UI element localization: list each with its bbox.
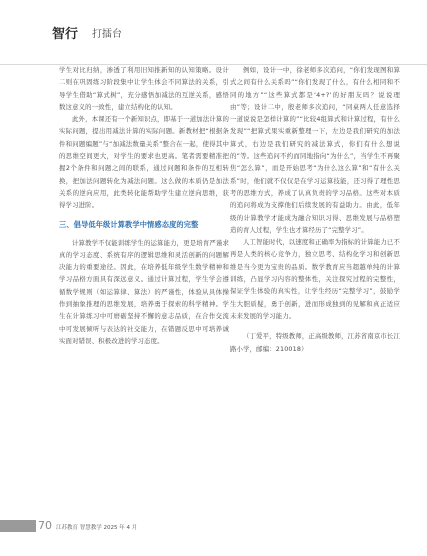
body-paragraph: 学生对比归纳，渗透了利用旧知推新知的认知策略。设计二则在巩固练习阶段集中让学生体会不同算法的关系，引导学生借助“算式树”，充分感悟加减法的互逆关系，感悟数这意义的一致性，建立结构化的认知。 [59,66,229,111]
body-paragraph: 此外，本课还有一个新知识点，即基于一道加法计算的实际问题，提出用减法计算的实际问题。新教材把“根据条件和问题编题”与“加减法数量关系”整合在一起，使得其中的思维空间更大，对学生的要求也更高。笔者需要精准把握2个条件和问题之间的联系，通过问题和条件的互相转换，把加法问题转化为减法问题。这么做的本质仍是加法关系的逆向应用，此类转化能帮助学生建立逆向思维，获得学习进阶。 [59,115,229,210]
right-column [230,64,400,361]
journal-name: 江苏教育 智慧教学 2025 年 4 月 [56,525,138,531]
page-footer [0,516,427,536]
page-number: 70 [38,519,52,532]
author-note: （丁爱平，特级教师，正高级教师，江苏省南京市长江路小学，邮编：210018） [230,332,400,353]
left-column [59,64,229,347]
body-paragraph: 例如，设计一中，徐老师多次追问，“你们发现图和算式之间有什么关系吗”“你们发现了什么，有什么相同和不同的地方”“这些算式都是‘4+?’的好朋友吗？说说理由”等；设计二中，殷老师多次追问，“同桌两人任意选择一道说说是怎样计算的”“比较4组算式和计算过程，有什么发现”“把算式果实重新整理一下，左边是我们研究的加法算式，右边是我们研究的减法算式，你们有什么想说的”等。这些追问不约而同地指向“为什么”，当学生不再聚焦“怎么算”，而是开始思考“为什么这么算”和“有什么关系”时，他们就不仅仅是在学习运算技能，还习得了理性思考的思维方式，养成了认真负责的学习品格。这些对本质的追问将成为支撑他们后续发展的有益助力。由此，低年级的计算教学才能成为融合知识习得、思维发展与品格塑造的育人过程，学生也才算经历了“完整学习”。 [230,66,400,234]
header-section: 打擂台 [92,29,122,40]
body-paragraph: 计算教学不仅能训练学生的运算能力，更是培育严谨求真的学习态度、系统有序的逻辑思维和灵活创新的问题解决能力的重要途径。因此，在培养低年级学生数学精神和学习品格方面具有深远意义。通过计算过程，学生学会遵循数学规则（如运算律、算法）的严谨性，体验从具体操作到抽象推理的思维发展，培养勇于探索的科学精神。学生在计算练习中可磨砺坚持不懈的意志品质，在合作交流中可发展倾听与表达的社交能力，在错题反思中可培养诚实面对错误、积极改进的学习态度。 [59,238,229,345]
body-paragraph: 人工智能时代，以速度和正确率为指标的计算能力已不再是人类的核心竞争力，独立思考、结构化学习和创新思维是当今更为宝贵的品质。数学教育应当超越单纯的计算训练，凸显学习内容的整体性，关注探究过程的完整性，保证学生体验的真实性，让学生经历“完整学习”，鼓励学生大胆质疑，勇于创新，进而形成独到的见解和真正适应未来发展的学习能力。 [230,238,400,320]
page-header [0,20,427,46]
section-heading: 三、倡导低年级计算教学中情感态度的完整 [59,219,199,229]
footer-bar [0,520,36,532]
header-brand: 智行 [52,27,79,42]
